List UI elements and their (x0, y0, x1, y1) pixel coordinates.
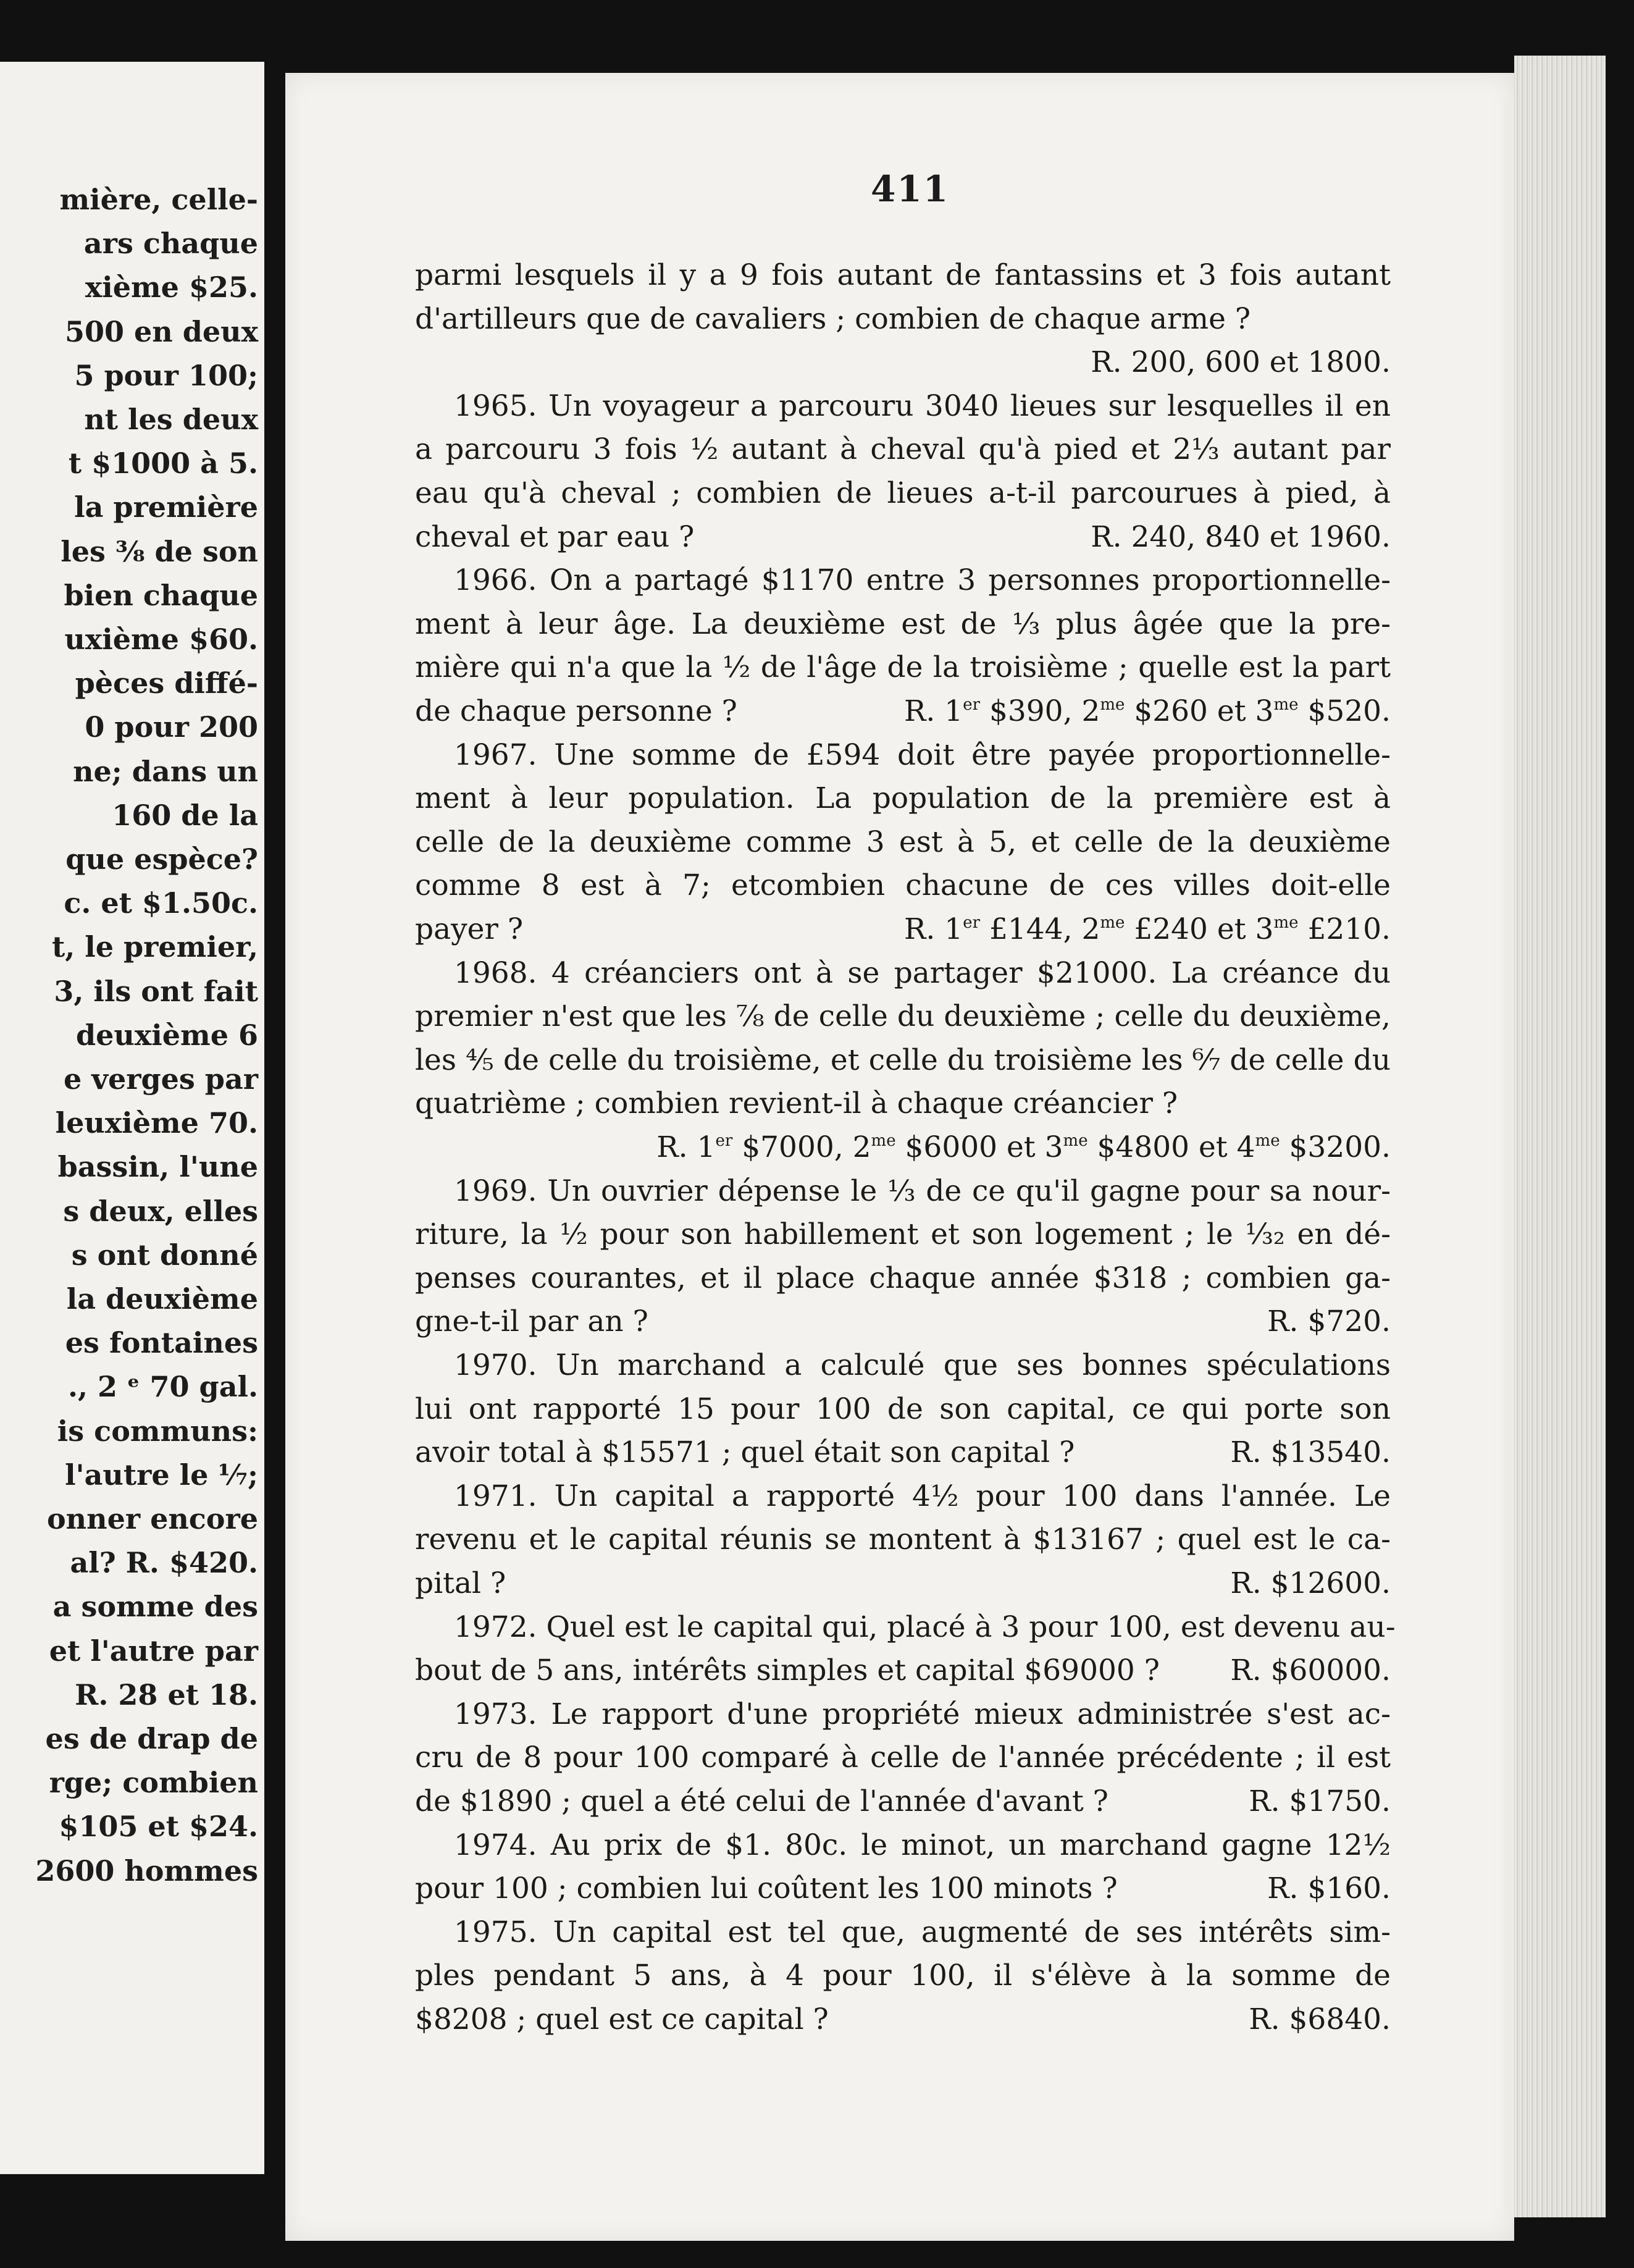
text-line-content: 1966. On a partagé $1170 entre 3 personnes proportionnelle- (454, 563, 1391, 598)
left-page-line: deuxième 6 (75, 1018, 258, 1052)
text-line-content: comme 8 est à 7; etcombien chacune de ces villes doit-elle (415, 868, 1391, 903)
left-page-line: 3, ils ont fait (54, 974, 258, 1008)
answer: R. 1er $390, $2^{me}$ $260 et $3^{me}$ $520. (904, 694, 1391, 728)
left-page-line: s ont donné (71, 1238, 258, 1272)
text-line-content: gne-t-il par an ? (415, 1304, 648, 1339)
text-line (454, 956, 1391, 990)
text-line (415, 1741, 1391, 1775)
text-line (415, 1086, 1391, 1121)
answer: R. 200, 600 et 1800. (1091, 345, 1391, 380)
left-page-line: es fontaines (65, 1326, 258, 1360)
left-page-line: nt les deux (84, 403, 258, 436)
text-line (415, 999, 1391, 1034)
text-line-content: 1973. Le rapport d'une propriété mieux administrée s'est ac- (454, 1697, 1391, 1731)
text-line-content: lui ont rapporté 15 pour 100 de son capital, ce qui porte son (415, 1392, 1391, 1426)
text-line-content: eau qu'à cheval ; combien de lieues a-t-il parcourues à pied, à (415, 476, 1391, 510)
left-page-fragment (0, 62, 264, 2174)
left-page-line: e verges par (63, 1062, 258, 1096)
text-line-content: 1972. Quel est le capital qui, placé à 3 pour 100, est devenu au- (454, 1610, 1396, 1644)
text-line-content: pital ? (415, 1566, 506, 1600)
text-line-content: pour 100 ; combien lui coûtent les 100 minots ? (415, 1871, 1118, 1906)
left-page-line: et l'autre par (49, 1634, 258, 1668)
left-page-line: rge; combien (49, 1766, 258, 1800)
text-line (454, 737, 1391, 772)
left-page-line: la première (74, 490, 258, 524)
text-line-content: ment à leur âge. La deuxième est de ⅓ plus âgée que la pre- (415, 607, 1391, 641)
text-line (454, 1828, 1391, 1862)
left-page-line: la deuxième (66, 1282, 258, 1316)
answer: R. 240, 840 et 1960. (1091, 519, 1391, 554)
answer: R. 1er £144, $2^{me}$ £240 et $3^{me}$ £210. (904, 912, 1391, 946)
text-line-content: a parcouru 3 fois ½ autant à cheval qu'à pied et 2⅓ autant par (415, 432, 1391, 467)
answer: R. $13540. (1230, 1435, 1391, 1470)
text-line (454, 1174, 1391, 1208)
left-page-line: t, le premier, (51, 930, 258, 964)
text-line (415, 650, 1391, 685)
text-line-content: 1970. Un marchand a calculé que ses bonnes spéculations (454, 1348, 1391, 1382)
answer: R. $160. (1267, 1871, 1391, 1906)
left-page-line: 160 de la (112, 798, 258, 832)
text-line (415, 868, 1391, 903)
text-line-content: quatrième ; combien revient-il à chaque créancier ? (415, 1086, 1178, 1121)
left-page-line: t $1000 à 5. (68, 447, 258, 481)
text-line-content: de $1890 ; quel a été celui de l'année d'avant ? (415, 1784, 1108, 1818)
left-page-line: xième $25. (85, 271, 258, 304)
left-page-line: pèces diffé- (75, 666, 258, 700)
page-edges (1514, 56, 1606, 2217)
text-line-content: d'artilleurs que de cavaliers ; combien de chaque arme ? (415, 301, 1251, 336)
left-page-line: ne; dans un (73, 754, 258, 788)
answer: R. 1er $7000, $2^{me}$ $6000 et $3^{me}$ $4800 et $4^{me}$ $3200. (656, 1130, 1391, 1164)
text-line (415, 476, 1391, 510)
text-line-content: avoir total à $15571 ; quel était son capital ? (415, 1435, 1075, 1470)
text-line-content: 1975. Un capital est tel que, augmenté de ses intérêts sim- (454, 1915, 1391, 1949)
left-page-line: 500 en deux (64, 314, 258, 348)
text-line (454, 563, 1391, 598)
text-line (454, 1915, 1391, 1949)
text-line (415, 1261, 1391, 1295)
text-line (415, 1871, 1118, 1906)
left-page-line: bien chaque (64, 578, 258, 612)
text-line-content: bout de 5 ans, intérêts simples et capital $69000 ? (415, 1653, 1160, 1688)
left-page-line: $105 et $24. (59, 1810, 258, 1844)
answer: R. $12600. (1230, 1566, 1391, 1600)
text-line-content: les ⅘ de celle du troisième, et celle du troisième les ⁶⁄₇ de celle du (415, 1043, 1391, 1077)
left-page-line: onner encore (47, 1502, 258, 1535)
text-line-content: revenu et le capital réunis se montent à $13167 ; quel est le ca- (415, 1522, 1391, 1557)
left-page-line: bassin, l'une (57, 1150, 258, 1184)
left-page-line: les ⅜ de son (61, 534, 258, 568)
text-line (454, 1610, 1396, 1644)
text-line (415, 432, 1391, 467)
text-line-content: 1968. 4 créanciers ont à se partager $21000. La créance du (454, 956, 1391, 990)
text-line-content: 1965. Un voyageur a parcouru 3040 lieues sur lesquelles il en (454, 388, 1391, 423)
text-line (454, 1479, 1391, 1513)
text-line (454, 1348, 1391, 1382)
text-line (415, 1304, 1033, 1339)
left-page-line: 5 pour 100; (74, 358, 258, 392)
answer: R. $720. (1267, 1304, 1391, 1339)
text-line (415, 607, 1391, 641)
text-line (454, 1697, 1391, 1731)
text-line-content: cheval et par eau ? (415, 519, 695, 554)
left-page-line: 2600 hommes (35, 1854, 258, 1888)
text-line (415, 258, 1391, 292)
text-line-content: ples pendant 5 ans, à 4 pour 100, il s'élève à la somme de (415, 1959, 1391, 1993)
text-line-content: mière qui n'a que la ½ de l'âge de la troisième ; quelle est la part (415, 650, 1391, 685)
text-line-content: 1971. Un capital a rapporté 4½ pour 100 dans l'année. Le (454, 1479, 1391, 1513)
text-line-content: $8208 ; quel est ce capital ? (415, 2002, 829, 2036)
text-line (415, 1653, 1160, 1688)
page-number: 411 (871, 168, 950, 210)
answer: R. $60000. (1230, 1653, 1391, 1688)
answer: R. $1750. (1249, 1784, 1391, 1818)
text-line-content: penses courantes, et il place chaque année $318 ; combien ga- (415, 1261, 1391, 1295)
left-page-line: s deux, elles (63, 1194, 258, 1228)
left-page-line: 0 pour 200 (85, 710, 258, 744)
text-line (415, 1522, 1391, 1557)
text-line-content: de chaque personne ? (415, 694, 737, 728)
answer: R. $6840. (1249, 2002, 1391, 2036)
text-line-content: cru de 8 pour 100 comparé à celle de l'année précédente ; il est (415, 1741, 1391, 1775)
text-line (415, 1566, 1033, 1600)
text-line (415, 825, 1391, 859)
text-line-content: parmi lesquels il y a 9 fois autant de fantassins et 3 fois autant (415, 258, 1391, 292)
text-line-content: payer ? (415, 912, 524, 946)
text-line (415, 1959, 1391, 1993)
text-line (415, 1043, 1391, 1077)
text-line-content: ment à leur population. La population de la première est à (415, 781, 1391, 816)
text-line (454, 388, 1391, 423)
left-page-line: ars chaque (83, 227, 258, 261)
text-line (415, 1217, 1391, 1252)
left-page-line: mière, celle- (59, 183, 258, 216)
left-page-line: es de drap de (45, 1722, 258, 1755)
left-page-line: is communs: (57, 1414, 258, 1448)
text-line (415, 519, 1033, 554)
text-line (415, 301, 1391, 336)
left-page-line: a somme des (52, 1590, 258, 1624)
text-line-content: premier n'est que les ⅞ de celle du deuxième ; celle du deuxième, (415, 999, 1391, 1034)
text-line-content: 1969. Un ouvrier dépense le ⅓ de ce qu'il gagne pour sa nour- (454, 1174, 1391, 1208)
left-page-line: leuxième 70. (55, 1106, 258, 1140)
left-page-line: l'autre le ⅐; (65, 1458, 258, 1492)
left-page-line: ., 2 ᵉ 70 gal. (67, 1370, 258, 1404)
left-page-line: al? R. $420. (70, 1546, 258, 1580)
text-line (415, 1435, 1075, 1470)
left-page-line: R. 28 et 18. (75, 1678, 258, 1712)
text-line (415, 781, 1391, 816)
text-line (415, 1784, 1108, 1818)
text-line-content: riture, la ½ pour son habillement et son logement ; le ¹⁄₃₂ en dé- (415, 1217, 1391, 1252)
left-page-line: que espèce? (65, 842, 258, 876)
text-line (415, 1392, 1391, 1426)
left-page-line: uxième $60. (64, 623, 258, 656)
text-line-content: 1974. Au prix de $1. 80c. le minot, un marchand gagne 12½ (454, 1828, 1391, 1862)
text-line (415, 2002, 1033, 2036)
left-page-line: c. et $1.50c. (64, 886, 258, 920)
text-line-content: celle de la deuxième comme 3 est à 5, et celle de la deuxième (415, 825, 1391, 859)
text-line-content: 1967. Une somme de £594 doit être payée proportionnelle- (454, 737, 1391, 772)
